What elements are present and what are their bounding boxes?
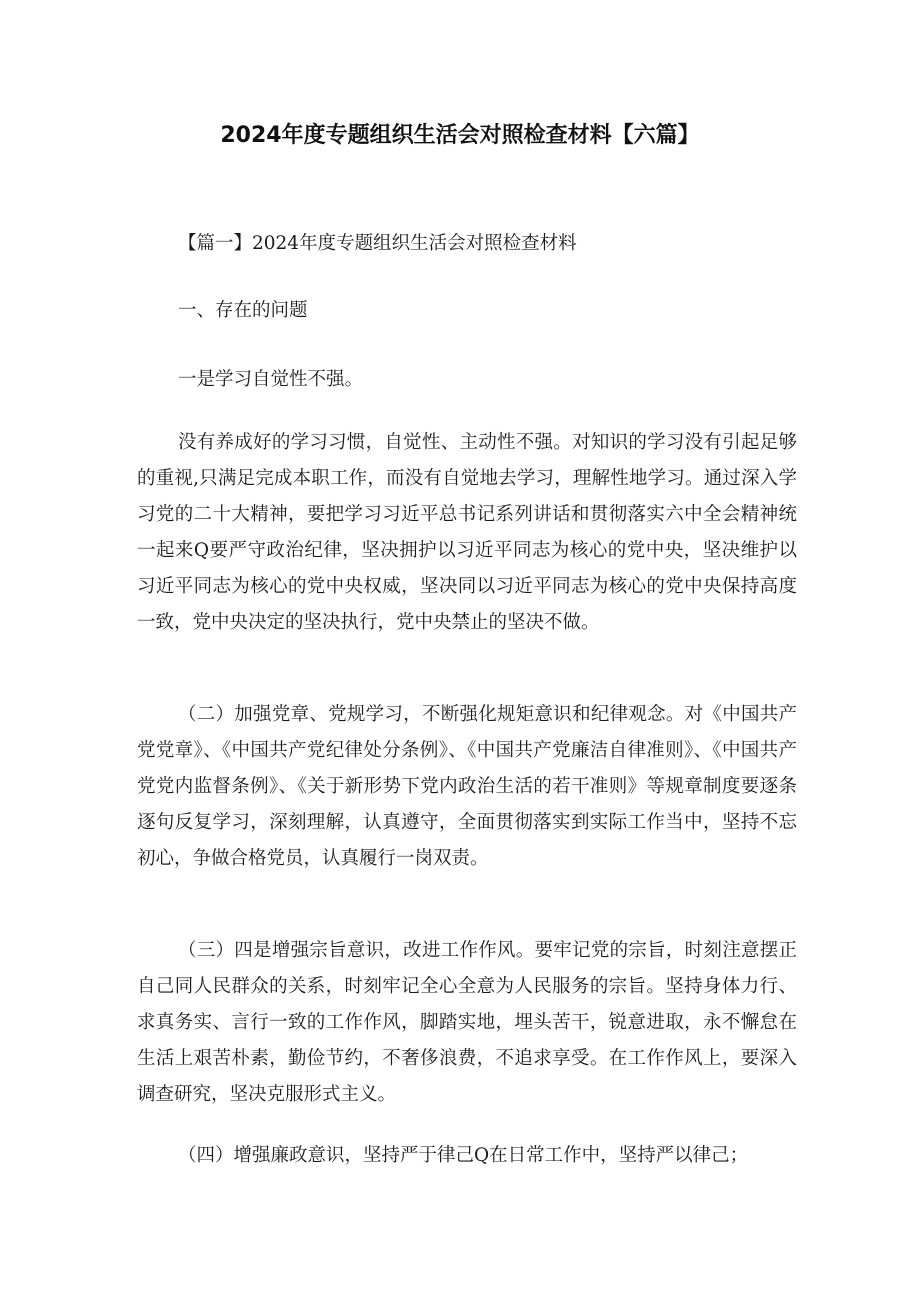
- section-heading: 【篇一】2024年度专题组织生活会对照检查材料: [178, 233, 577, 254]
- body-paragraph-2: （二）加强党章、党规学习，不断强化规矩意识和纪律观念。对《中国共产党党章》、《中国共产党纪律处分条例》、《中国共产党廉洁自律准则》、《中国共产党党内监督条例》、《关于新形势下党内政治生活的若干准则》等规章制度要逐条逐句反复学习，深刻理解，认真遵守，全面贯彻落实到实际工作当中，坚持不忘初心，争做合格党员，认真履行一岗双责。: [137, 704, 797, 869]
- body-paragraph-4: （四）增强廉政意识，坚持严于律己Q在日常工作中，坚持严以律己；: [178, 1145, 749, 1166]
- body-paragraph-1: 没有养成好的学习习惯，自觉性、主动性不强。对知识的学习没有引起足够的重视,只满足完成本职工作，而没有自觉地去学习，理解性地学习。通过深入学习党的二十大精神，要把学习习近平总书记系列讲话和贯彻落实六中全会精神统一起来Q要严守政治纪律，坚决拥护以习近平同志为核心的党中央，坚决维护以习近平同志为核心的党中央权威，坚决同以习近平同志为核心的党中央保持高度一致，党中央决定的坚决执行，党中央禁止的坚决不做。: [137, 432, 797, 633]
- point-heading: 一是学习自觉性不强。: [178, 369, 364, 390]
- document-title: 2024年度专题组织生活会对照检查材料【六篇】: [220, 123, 700, 148]
- part-heading: 一、存在的问题: [178, 300, 308, 321]
- body-paragraph-3: （三）四是增强宗旨意识，改进工作作风。要牢记党的宗旨，时刻注意摆正自己同人民群众的关系，时刻牢记全心全意为人民服务的宗旨。坚持身体力行、求真务实、言行一致的工作作风，脚踏实地，埋头苦干，锐意进取，永不懈怠在生活上艰苦朴素，勤俭节约，不奢侈浪费，不追求享受。在工作作风上，要深入调查研究，坚决克服形式主义。: [137, 940, 797, 1105]
